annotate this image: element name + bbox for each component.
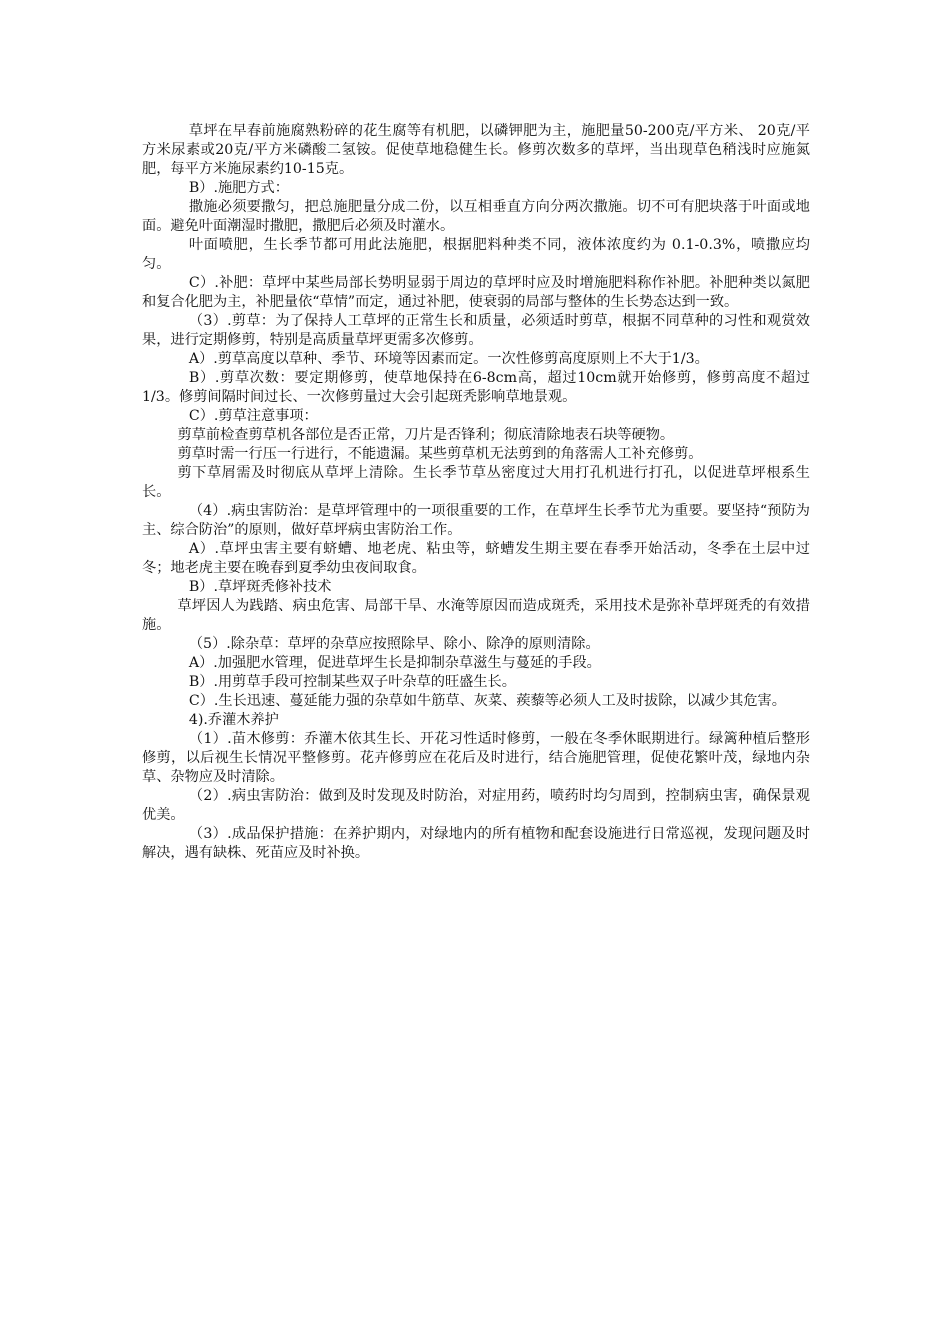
paragraph: A）.草坪虫害主要有蛴螬、地老虎、粘虫等，蛴螬发生期主要在春季开始活动，冬季在土层中过冬；地老虎主要在晚春到夏季幼虫夜间取食。	[142, 541, 810, 576]
paragraph: （1）.苗木修剪：乔灌木依其生长、开花习性适时修剪，一般在冬季休眠期进行。绿篱种植后整形修剪，以后视生长情况平整修剪。花卉修剪应在花后及时进行，结合施肥管理，促使花繁叶茂，绿地内杂草、杂物应及时清除。	[142, 731, 810, 785]
paragraph: （3）.剪草：为了保持人工草坪的正常生长和质量，必须适时剪草，根据不同草种的习性和观赏效果，进行定期修剪，特别是高质量草坪更需多次修剪。	[142, 313, 810, 348]
paragraph: B）.用剪草手段可控制某些双子叶杂草的旺盛生长。	[188, 674, 516, 690]
paragraph: B）.剪草次数：要定期修剪，使草地保持在6-8cm高，超过10cm就开始修剪，修剪高度不超过1/3。修剪间隔时间过长、一次修剪量过大会引起斑秃影响草地景观。	[142, 370, 810, 405]
paragraph: 剪草前检查剪草机各部位是否正常，刀片是否锋利；彻底清除地表石块等硬物。	[177, 427, 675, 443]
paragraph: （3）.成品保护措施：在养护期内，对绿地内的所有植物和配套设施进行日常巡视，发现问题及时解决，遇有缺株、死苗应及时补换。	[142, 826, 810, 861]
paragraph: （4）.病虫害防治：是草坪管理中的一项很重要的工作，在草坪生长季节尤为重要。要坚持“预防为主、综合防治”的原则，做好草坪病虫害防治工作。	[142, 503, 810, 538]
paragraph: C）.生长迅速、蔓延能力强的杂草如牛筋草、灰菜、蒺藜等必须人工及时拔除，以减少其危害。	[188, 693, 786, 709]
paragraph: 草坪在早春前施腐熟粉碎的花生腐等有机肥，以磷钾肥为主，施肥量50-200克/平方米、 20克/平方米尿素或20克/平方米磷酸二氢铵。促使草地稳健生长。修剪次数多的草坪，当出现草色稍浅时应施氮肥，每平方米施尿素约10-15克。	[142, 123, 810, 177]
section-heading: 4).乔灌木养护	[188, 712, 279, 728]
paragraph: C）.补肥：草坪中某些局部长势明显弱于周边的草坪时应及时增施肥料称作补肥。补肥种类以氮肥和复合化肥为主，补肥量依“草情”而定，通过补肥，使衰弱的局部与整体的生长势态达到一致。	[142, 275, 810, 310]
document-body	[142, 122, 810, 863]
paragraph: A）.剪草高度以草种、季节、环境等因素而定。一次性修剪高度原则上不大于1/3。	[188, 351, 709, 367]
paragraph: 撒施必须要撒匀，把总施肥量分成二份，以互相垂直方向分两次撒施。切不可有肥块落于叶面或地面。避免叶面潮湿时撒肥，撒肥后必须及时灌水。	[142, 199, 810, 234]
paragraph: 叶面喷肥，生长季节都可用此法施肥，根据肥料种类不同，液体浓度约为 0.1-0.3%，喷撒应均匀。	[142, 237, 810, 272]
paragraph: A）.加强肥水管理，促进草坪生长是抑制杂草滋生与蔓延的手段。	[188, 655, 601, 671]
paragraph: 草坪因人为践踏、病虫危害、局部干旱、水淹等原因而造成斑秃，采用技术是弥补草坪斑秃的有效措施。	[142, 598, 810, 633]
paragraph: C）.剪草注意事项：	[188, 408, 318, 424]
paragraph: 剪下草屑需及时彻底从草坪上清除。生长季节草丛密度过大用打孔机进行打孔，以促进草坪根系生长。	[142, 465, 810, 500]
paragraph: 剪草时需一行压一行进行，不能遗漏。某些剪草机无法剪到的角落需人工补充修剪。	[177, 446, 703, 462]
paragraph: B）.施肥方式：	[188, 180, 289, 196]
paragraph: B）.草坪斑秃修补技术	[188, 579, 332, 595]
paragraph: （2）.病虫害防治：做到及时发现及时防治，对症用药，喷药时均匀周到，控制病虫害，确保景观优美。	[142, 788, 810, 823]
paragraph: （5）.除杂草：草坪的杂草应按照除早、除小、除净的原则清除。	[188, 636, 600, 652]
